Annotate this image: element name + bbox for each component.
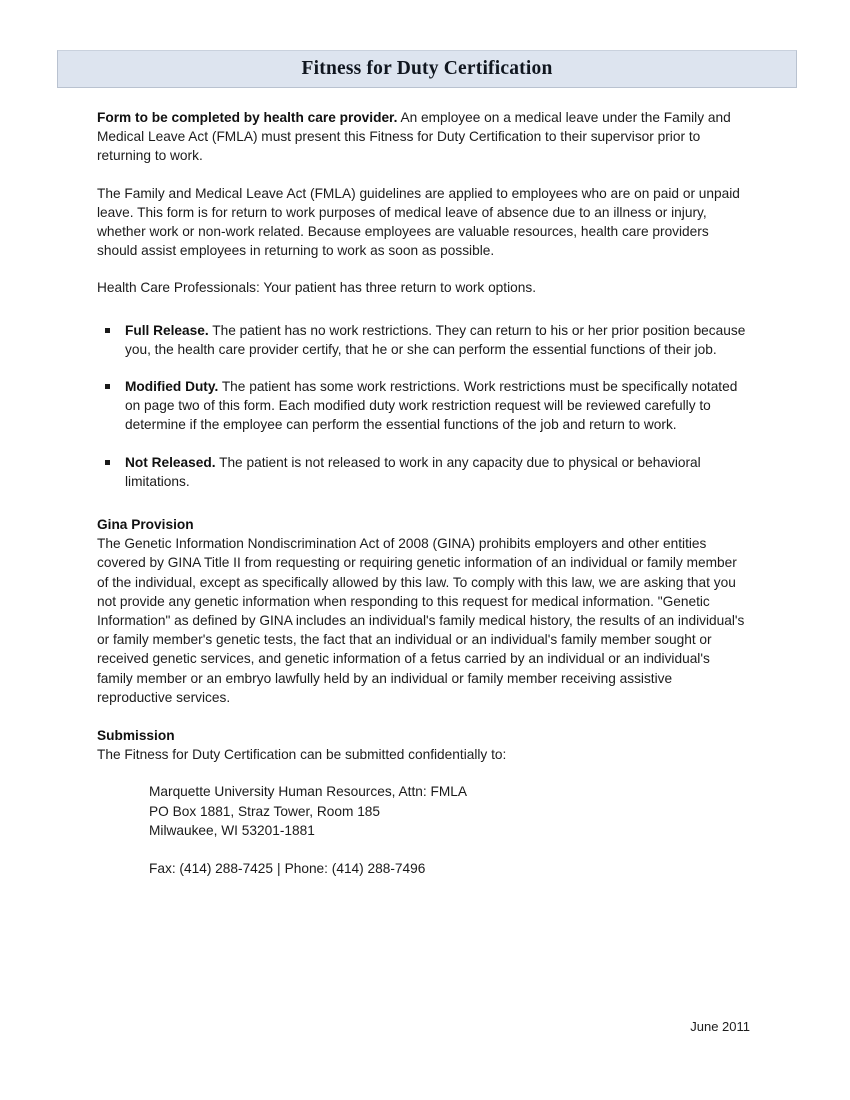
gina-section-spacer bbox=[97, 491, 747, 515]
list-item bbox=[97, 321, 747, 359]
fax-number: Fax: (414) 288-7425 bbox=[149, 861, 274, 877]
intro-paragraph bbox=[97, 108, 747, 166]
health-care-professionals-paragraph: Health Care Professionals: Your patient has three return to work options. bbox=[97, 280, 537, 296]
square-bullet-icon bbox=[105, 328, 110, 333]
option-text-not-released: The patient is not released to work in any capacity due to physical or behavioral limitations. bbox=[125, 454, 701, 489]
page-title: Fitness for Duty Certification bbox=[301, 58, 553, 79]
list-item bbox=[97, 377, 747, 435]
document-title-banner bbox=[57, 50, 797, 88]
return-to-work-options-list bbox=[97, 321, 747, 491]
submission-address-block bbox=[97, 782, 747, 840]
list-item bbox=[97, 453, 747, 491]
gina-provision-section bbox=[97, 515, 747, 707]
phone-number: Phone: (414) 288-7496 bbox=[284, 861, 426, 877]
address-line-2: PO Box 1881, Straz Tower, Room 185 bbox=[149, 803, 381, 819]
footer-date: June 2011 bbox=[690, 1019, 750, 1034]
square-bullet-icon bbox=[105, 460, 110, 465]
address-line-1: Marquette University Human Resources, Attn: FMLA bbox=[149, 784, 467, 800]
option-text-modified-duty: The patient has some work restrictions. Work restrictions must be specifically notated on page two of this form. Each modified duty work restriction request will be reviewed carefully to determine if the employee can perform the essential functions of the job and return to work. bbox=[125, 379, 738, 433]
gina-provision-body: The Genetic Information Nondiscrimination Act of 2008 (GINA) prohibits employers and other entities covered by GINA Title II from requesting or requiring genetic information of an individual or family member of the individual, except as specifically allowed by this law. To comply with this law, we are asking that you not provide any genetic information when responding to this request for medical information. "Genetic Information" as defined by GINA includes an individual's family medical history, the results of an individual's or family member's genetic tests, the fact that an individual or an individual's family member sought or received genetic services, and genetic information of a fetus carried by an individual or an individual's family member or an embryo lawfully held by an individual or family member receiving assistive reproductive services. bbox=[97, 536, 745, 705]
option-label-modified-duty: Modified Duty. bbox=[125, 379, 219, 395]
submission-heading: Submission bbox=[97, 728, 175, 744]
submission-section-spacer bbox=[97, 707, 747, 726]
contact-separator: | bbox=[277, 861, 281, 877]
intro-lead-rest: An employee on a medical leave under the Family and Medical Leave Act (FMLA) must present this Fitness for Duty Certification to their supervisor prior to returning to work. bbox=[97, 110, 731, 164]
option-label-full-release: Full Release. bbox=[125, 322, 209, 338]
option-text-full-release: The patient has no work restrictions. They can return to his or her prior position because you, the health care provider certify, that he or she can perform the essential functions of their job. bbox=[125, 322, 746, 357]
document-body bbox=[97, 108, 747, 878]
gina-provision-heading: Gina Provision bbox=[97, 517, 194, 533]
submission-contact-line bbox=[97, 859, 747, 878]
option-label-not-released: Not Released. bbox=[125, 454, 216, 470]
submission-intro: The Fitness for Duty Certification can be submitted confidentially to: bbox=[97, 747, 507, 763]
square-bullet-icon bbox=[105, 384, 110, 389]
address-line-3: Milwaukee, WI 53201-1881 bbox=[149, 822, 315, 838]
intro-lead-bold: Form to be completed by health care provider. bbox=[97, 110, 398, 125]
submission-section bbox=[97, 726, 747, 878]
fmla-guidelines-paragraph: The Family and Medical Leave Act (FMLA) guidelines are applied to employees who are on paid or unpaid leave. This form is for return to work purposes of medical leave of absence due to an illness or injury, whether work or non-work related. Because employees are valuable resources, health care providers should assist employees in returning to work as soon as possible. bbox=[97, 185, 740, 259]
